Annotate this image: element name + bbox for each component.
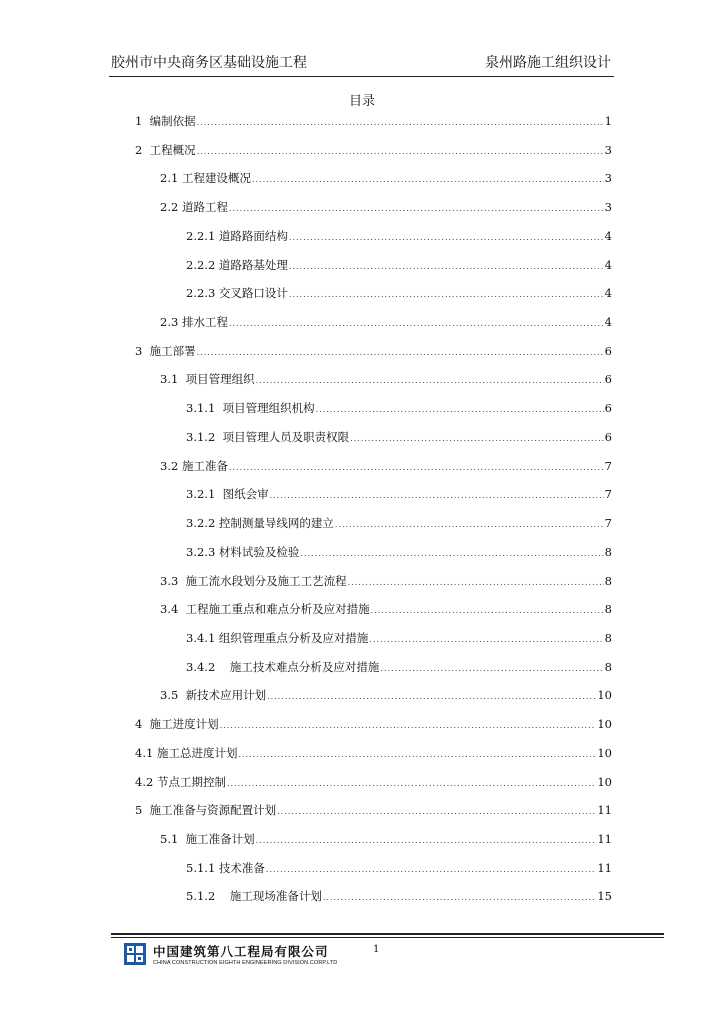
toc-entry-label: 5.1.1 技术准备 <box>186 860 265 875</box>
toc-entry-page: 1 <box>604 114 612 128</box>
toc-leader-dots <box>256 372 604 390</box>
toc-entry-label: 3 施工部署 <box>135 343 196 358</box>
company-logo-icon <box>124 943 146 965</box>
toc-leader-dots <box>335 516 604 534</box>
toc-leader-dots <box>267 688 596 706</box>
toc-leader-dots <box>266 861 596 879</box>
toc-entry-label: 3.1 项目管理组织 <box>160 372 255 387</box>
toc-entry-page: 6 <box>604 401 612 416</box>
toc-entry-label: 2.2.3 交叉路口设计 <box>186 286 288 301</box>
toc-entry-page: 10 <box>597 774 612 789</box>
toc-entry[interactable] <box>160 686 612 704</box>
toc-leader-dots <box>229 459 604 477</box>
toc-leader-dots <box>229 315 604 333</box>
toc-entry[interactable] <box>160 313 612 331</box>
toc-entry[interactable] <box>135 773 612 791</box>
company-name-cn: 中国建筑第八工程局有限公司 <box>153 944 329 959</box>
toc-entry-label: 2.2 道路工程 <box>160 200 228 215</box>
toc-entry[interactable] <box>160 830 612 848</box>
toc-entry-page: 8 <box>604 630 612 645</box>
toc-entry[interactable] <box>135 715 612 733</box>
toc-entry-label: 3.4 工程施工重点和难点分析及应对措施 <box>160 602 370 617</box>
toc-entry-label: 1 编制依据 <box>135 114 196 128</box>
toc-entry-page: 11 <box>597 803 612 818</box>
toc-entry-label: 3.2 施工准备 <box>160 458 228 473</box>
toc-leader-dots <box>238 746 596 764</box>
toc-entry-label: 5 施工准备与资源配置计划 <box>135 803 277 818</box>
toc-entry-page: 4 <box>604 315 612 330</box>
toc-title: 目录 <box>348 94 375 109</box>
toc-entry-page: 8 <box>604 659 612 674</box>
company-name-en: CHINA CONSTRUCTION EIGHTH ENGINEERING DIVISION.CORP.LTD <box>153 960 338 966</box>
toc-entry-page: 10 <box>597 745 612 760</box>
toc-entry[interactable] <box>186 859 612 877</box>
toc-entry[interactable] <box>160 572 612 590</box>
toc-entry-page: 3 <box>604 171 612 186</box>
toc-leader-dots <box>289 229 604 247</box>
toc-entry-page: 11 <box>597 832 612 846</box>
toc-entry[interactable] <box>186 256 612 274</box>
toc-entry-label: 3.1.2 项目管理人员及职责权限 <box>186 429 350 444</box>
toc-entry[interactable] <box>160 600 612 618</box>
toc-entry-label: 4.2 节点工期控制 <box>135 774 226 789</box>
toc-entry-label: 2 工程概况 <box>135 142 196 157</box>
toc-entry-label: 3.5 新技术应用计划 <box>160 688 267 703</box>
toc-leader-dots <box>348 574 604 592</box>
toc-leader-dots <box>316 401 604 419</box>
toc-entry-label: 4 施工进度计划 <box>135 717 219 732</box>
toc-entry-label: 4.1 施工总进度计划 <box>135 745 238 760</box>
toc-leader-dots <box>289 258 604 276</box>
toc-entry-label: 3.3 施工流水段划分及施工工艺流程 <box>160 573 347 588</box>
toc-entry-label: 3.4.1 组织管理重点分析及应对措施 <box>186 630 369 645</box>
toc-leader-dots <box>270 487 604 505</box>
toc-entry[interactable] <box>186 485 612 503</box>
header-project-name: 胶州市中央商务区基础设施工程 <box>111 55 307 71</box>
toc-entry[interactable] <box>186 887 612 905</box>
toc-leader-dots <box>197 344 604 362</box>
toc-entry-label: 3.2.3 材料试验及检验 <box>186 544 300 559</box>
toc-entry[interactable] <box>160 169 612 187</box>
toc-leader-dots <box>227 775 596 793</box>
toc-leader-dots <box>289 286 604 304</box>
toc-leader-dots <box>369 631 603 649</box>
toc-entry-page: 4 <box>604 286 612 301</box>
toc-entry[interactable] <box>186 514 612 532</box>
toc-entry-label: 3.2.1 图纸会审 <box>186 487 269 502</box>
toc-entry-page: 7 <box>604 458 612 473</box>
toc-entry-label: 3.2.2 控制测量导线网的建立 <box>186 516 334 531</box>
toc-leader-dots <box>323 889 596 907</box>
toc-entry-label: 2.2.2 道路路基处理 <box>186 257 288 272</box>
toc-leader-dots <box>371 602 604 620</box>
toc-entry[interactable] <box>135 342 612 360</box>
toc-leader-dots <box>300 545 603 563</box>
toc-entry-page: 10 <box>597 688 612 703</box>
toc-entry[interactable] <box>160 198 612 216</box>
toc-entry-page: 4 <box>604 257 612 272</box>
toc-entry[interactable] <box>186 227 612 245</box>
toc-entry-page: 7 <box>604 516 612 531</box>
toc-entry-label: 5.1 施工准备计划 <box>160 832 255 846</box>
toc-entry-page: 15 <box>597 889 612 904</box>
toc-leader-dots <box>380 660 603 678</box>
toc-entry-page: 4 <box>604 228 612 243</box>
toc-entry-page: 11 <box>597 860 612 875</box>
toc-entry-page: 8 <box>604 602 612 617</box>
footer-divider-thin <box>111 937 664 938</box>
toc-entry[interactable] <box>135 801 612 819</box>
toc-entry[interactable] <box>186 629 612 647</box>
toc-entry[interactable] <box>186 658 612 676</box>
toc-entry[interactable] <box>160 370 612 388</box>
toc-leader-dots <box>252 171 604 189</box>
toc-entry[interactable] <box>186 399 612 417</box>
toc-entry-page: 6 <box>604 372 612 387</box>
toc-leader-dots <box>350 430 604 448</box>
toc-entry-label: 2.1 工程建设概况 <box>160 171 251 186</box>
toc-entry-page: 6 <box>604 343 612 358</box>
toc-entry-label: 3.4.2 施工技术难点分析及应对措施 <box>186 659 380 674</box>
toc-entry[interactable] <box>135 141 612 159</box>
toc-entry[interactable] <box>186 284 612 302</box>
toc-entry[interactable] <box>186 543 612 561</box>
toc-entry-label: 5.1.2 施工现场准备计划 <box>186 889 322 904</box>
toc-leader-dots <box>197 114 604 132</box>
toc-entry-page: 6 <box>604 429 612 444</box>
toc-entry-page: 8 <box>604 573 612 588</box>
toc-entry-label: 2.3 排水工程 <box>160 315 228 330</box>
toc-leader-dots <box>229 200 604 218</box>
toc-entry[interactable] <box>135 112 612 130</box>
toc-leader-dots <box>220 717 597 735</box>
footer-divider <box>111 933 664 935</box>
toc-entry-label: 3.1.1 项目管理组织机构 <box>186 401 315 416</box>
toc-leader-dots <box>277 803 596 821</box>
toc-entry[interactable] <box>160 457 612 475</box>
toc-entry-page: 8 <box>604 544 612 559</box>
header-divider <box>109 76 614 77</box>
toc-leader-dots <box>256 832 597 850</box>
toc-entry[interactable] <box>135 744 612 762</box>
header-document-title: 泉州路施工组织设计 <box>485 55 611 71</box>
toc-leader-dots <box>197 143 604 161</box>
toc-entry-page: 3 <box>604 142 612 157</box>
toc-entry-label: 2.2.1 道路路面结构 <box>186 228 288 243</box>
toc-entry-page: 10 <box>597 717 612 732</box>
toc-entry-page: 3 <box>604 200 612 215</box>
toc-entry-page: 7 <box>604 487 612 502</box>
toc-entry[interactable] <box>186 428 612 446</box>
page-number: 1 <box>373 944 380 955</box>
